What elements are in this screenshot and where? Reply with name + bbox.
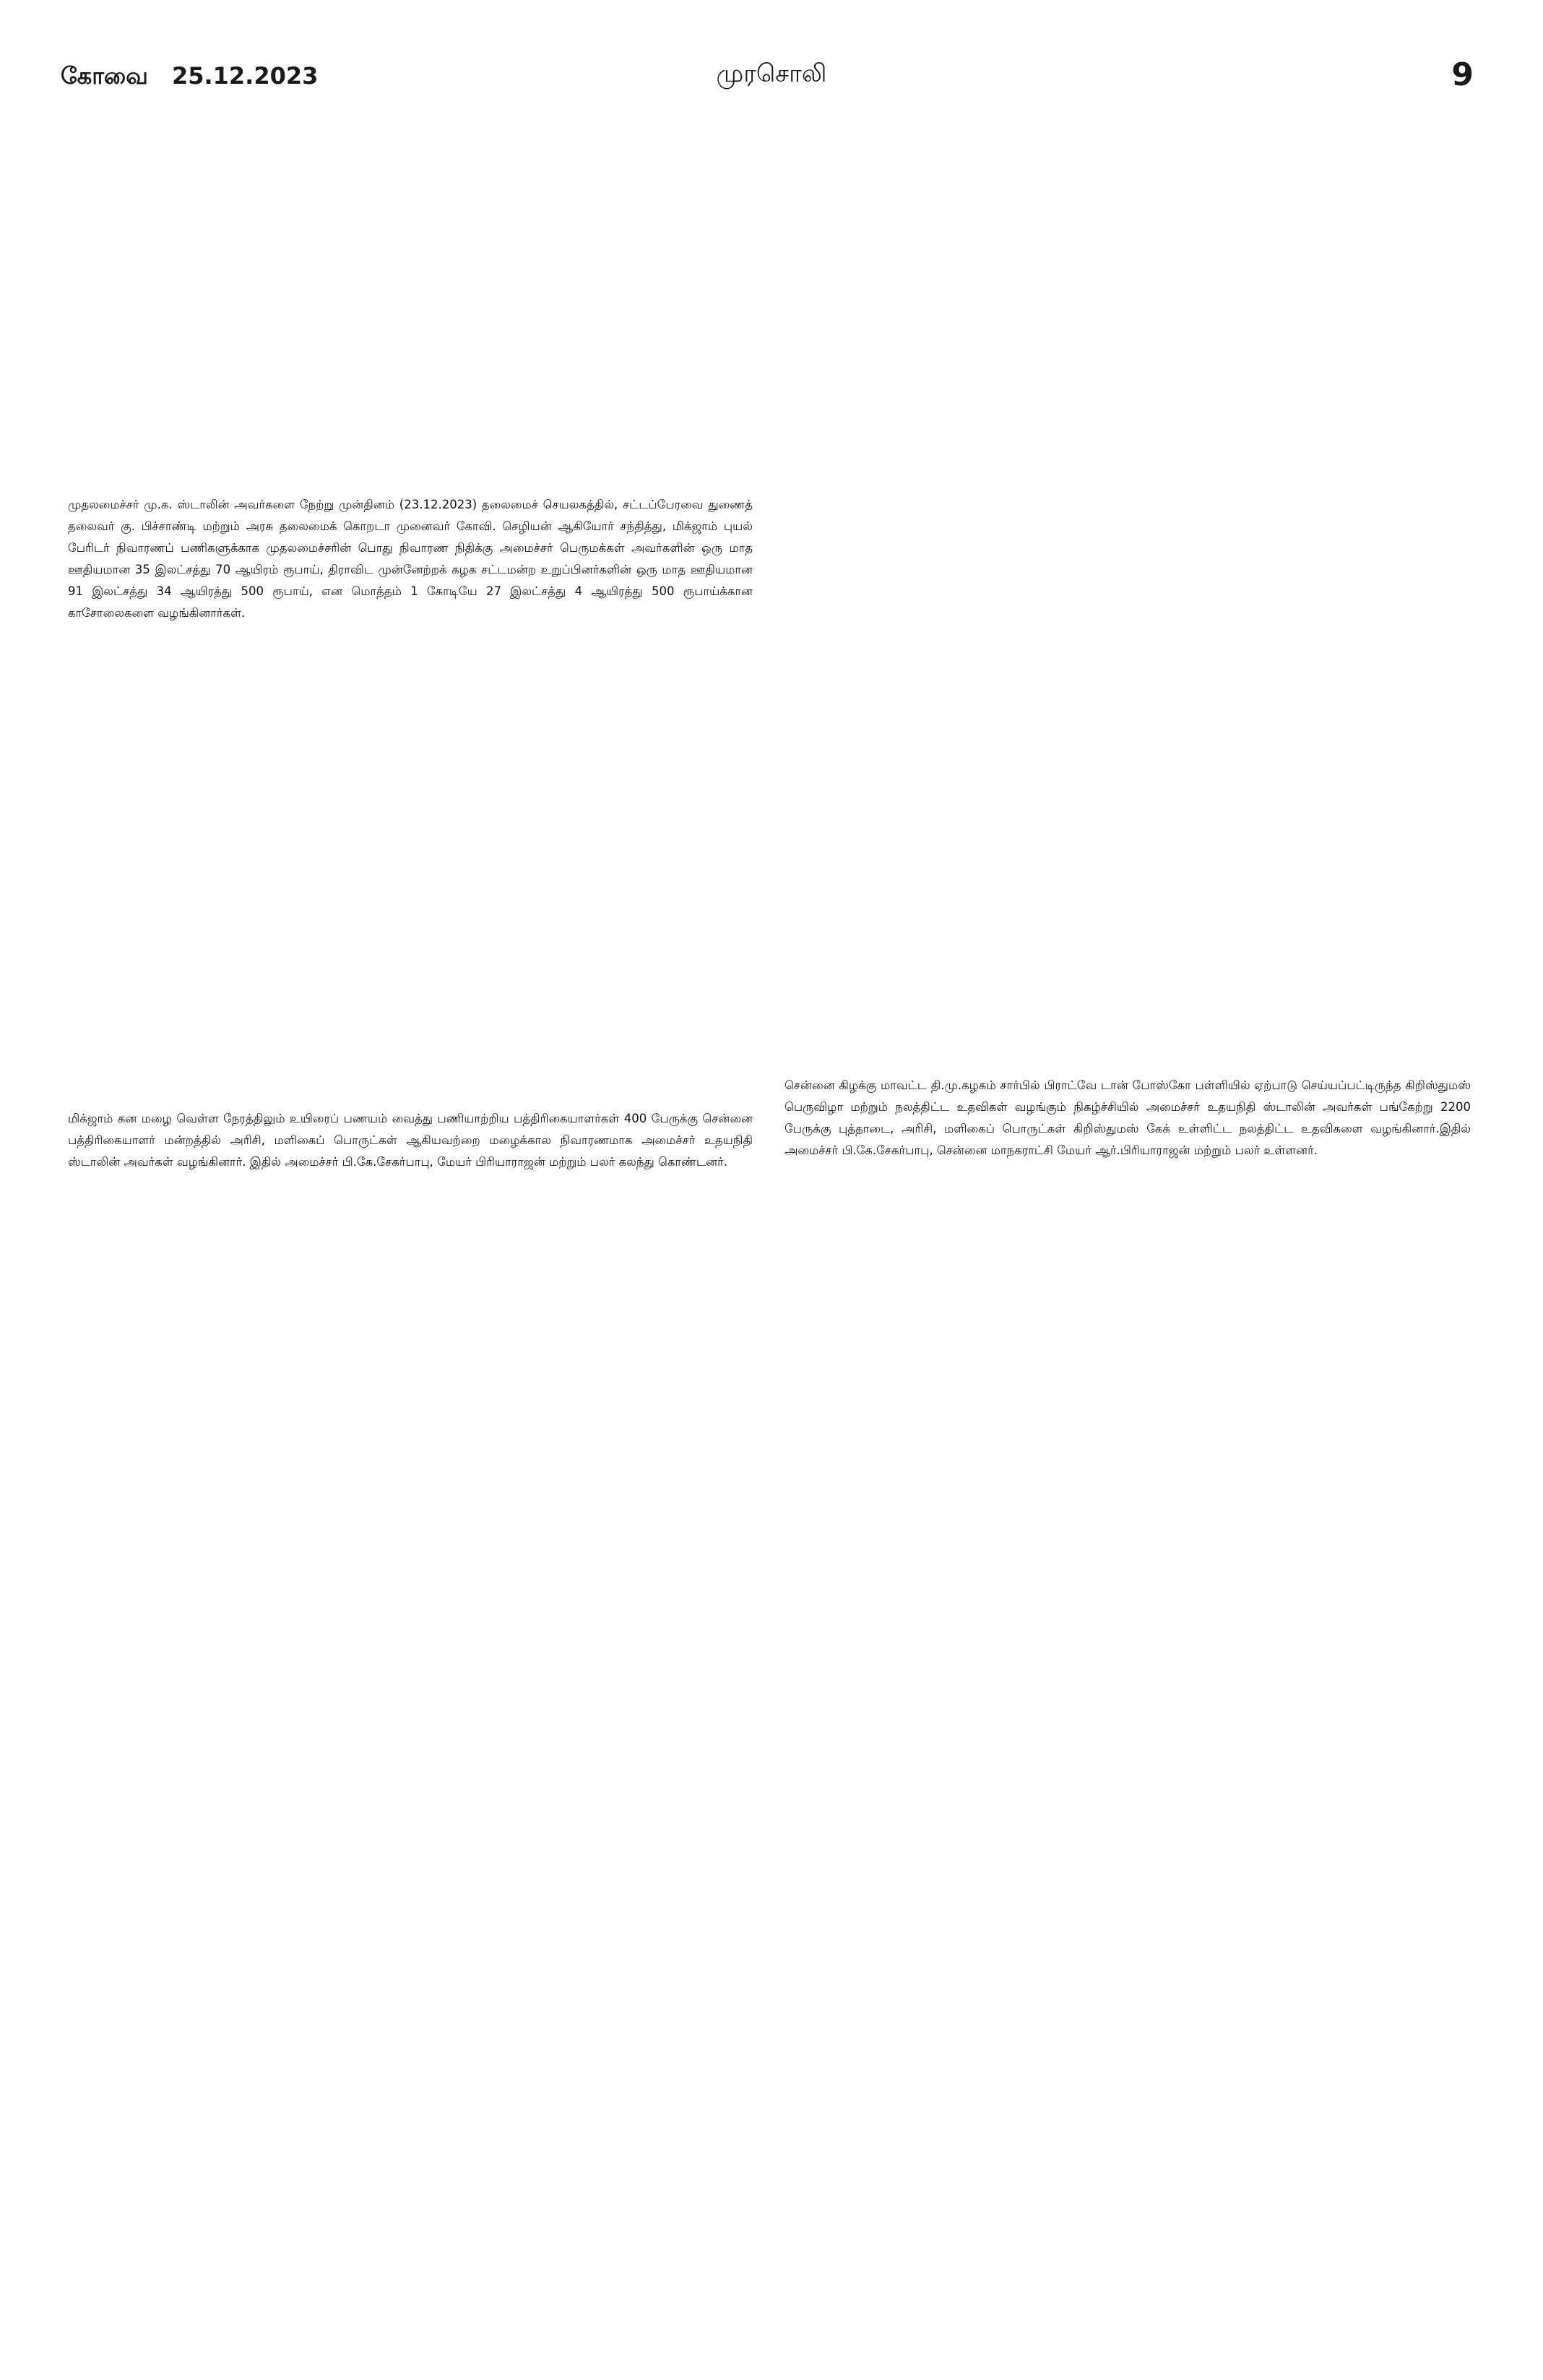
header-place-date [61,62,422,92]
photo-caption-christmas-welfare: சென்னை கிழக்கு மாவட்ட தி.மு.கழகம் சார்பில் பிராட்வே டான் போஸ்கோ பள்ளியில் ஏற்பாடு செய்யப்பட்டிருந்த கிறிஸ்துமஸ் பெருவிழா மற்றும் நலத்திட்ட உதவிகள் வழங்கும் நிகழ்ச்சியில் அமைச்சர் உதயநிதி ஸ்டாலின் அவர்கள் பங்கேற்று 2200 பேருக்கு புத்தாடை, அரிசி, மளிகைப் பொருட்கள் கிறிஸ்துமஸ் கேக் உள்ளிட்ட நலத்திட்ட உதவிகளை வழங்கினார்.இதில் அமைச்சர் பி.கே.சேகர்பாபு, சென்னை மாநகராட்சி மேயர் ஆர்.பிரியாராஜன் மற்றும் பலர் உள்ளனர். [785,1078,1471,1157]
photo-caption-journalists-relief: மிக்ஜாம் கன மழை வெள்ள நேரத்திலும் உயிரைப் பணயம் வைத்து பணியாற்றிய பத்திரிகையாளர்கள் 400 பேருக்கு சென்னை பத்திரிகையாளர் மன்றத்தில் அரிசி, மளிகைப் பொருட்கள் ஆகியவற்றை மழைக்கால நிவாரணமாக அமைச்சர் உதயநிதி ஸ்டாலின் அவர்கள் வழங்கினார். இதில் அமைச்சர் பி.கே.சேகர்பாபு, மேயர் பிரியாராஜன் மற்றும் பலர் கலந்து கொண்டனர். [68,1112,753,1169]
photo-caption-cm-relief-fund: முதலமைச்சர் மு.க. ஸ்டாலின் அவர்களை நேற்று முன்தினம் (23.12.2023) தலைமைச் செயலகத்தில், சட்டப்பேரவை துணைத் தலைவர் கு. பிச்சாண்டி மற்றும் அரசு தலைமைக் கொறடா முனைவர் கோவி. செழியன் ஆகியோர் சந்தித்து, மிக்ஜாம் புயல் பேரிடர் நிவாரணப் பணிகளுக்காக முதலமைச்சரின் பொது நிவாரண நிதிக்கு அமைச்சர் பெருமக்கள் அவர்களின் ஒரு மாத ஊதியமான 35 இலட்சத்து 70 ஆயிரம் ரூபாய், திராவிட முன்னேற்றக் கழக சட்டமன்ற உறுப்பினர்களின் ஒரு மாத ஊதியமான 91 இலட்சத்து 34 ஆயிரத்து 500 ரூபாய், என மொத்தம் 1 கோடியே 27 இலட்சத்து 4 ஆயிரத்து 500 ரூபாய்க்கான காசோலைகளை வழங்கினார்கள். [68,498,753,620]
masthead-title: முரசொலி [716,59,827,88]
header-date: 25.12.2023 [171,62,319,90]
header-place: கோவை [61,62,148,90]
page-number: 9 [1451,56,1474,93]
